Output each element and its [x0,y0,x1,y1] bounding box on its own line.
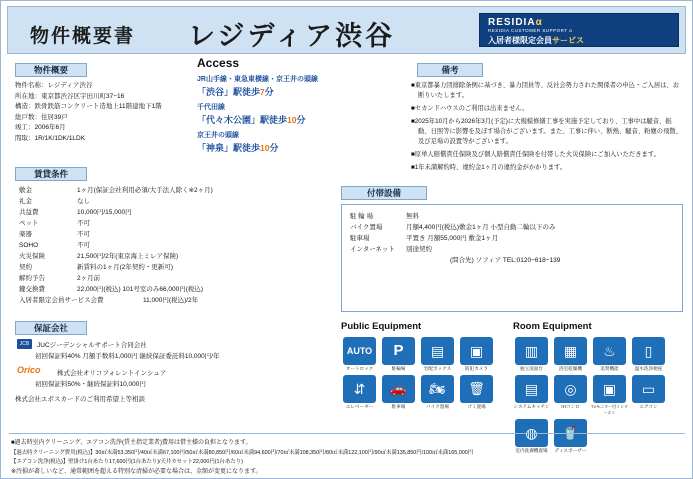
section-label-guarantee: 保証会社 [15,321,87,335]
equipment-item: ▦ 浴室乾燥機 [552,337,589,372]
equipment-item: 🥤 ディスポーザー [552,419,589,454]
aircon-icon: ▭ [632,375,665,403]
property-name-title: レジディア渋谷 [188,21,396,51]
security-camera-icon: ▣ [460,337,493,365]
remark-item: ■原単人賠償責任保険及び個人賠償責任保険を付帯した火災保険にご加入いただきます。 [411,151,660,158]
equipment-item: P 駐輪場 [380,337,417,372]
access-title: Access [197,56,240,70]
trash-area-icon: 🗑 [460,375,493,403]
access-station-row: 「代々木公園」駅徒歩10分 [197,115,306,125]
car-park-icon: 🚗 [382,375,415,403]
rent-conditions-table [15,185,335,306]
logo-brand: RESIDIAα [488,17,543,28]
footer-note: ※汚損が著しいなど、通常範囲を超える特別な清掃が必要な場合は、金額が変更になります。 [11,468,262,475]
access-station-row: 「渋谷」駅徒歩7分 [197,87,274,97]
table-row: バイク置場 月額4,400円(税込)敷金1ヶ月 小型自動二輪以下のみ [350,224,556,231]
orico-logo-icon: Orico [17,365,41,375]
table-row: (問合先) ソフィア TEL:0120−618−139 [450,257,561,264]
table-row: SOHO 不可 [19,242,90,249]
table-row: インターネット 別途契約 [350,246,432,253]
table-row: 入居者限定会員サービス会費 11,000円(税込)/2年 [19,297,199,304]
footer-notes [11,439,683,477]
access-group [197,74,397,100]
section-label-overview: 物件概要 [15,63,87,77]
table-row: 契約 新賃料の1ヶ月(2年契約・更新可) [19,264,174,271]
public-equipment-title: Public Equipment [341,321,422,332]
footer-note: 【過去時クリーニング費用(税込)】30㎡未満53,350円/40㎡未満67,100円/50㎡未満80,850円/60㎡未満94,600円/70㎡未満108,350円/80㎡未満122,100円/90㎡未満135,850円/100㎡未満165,000円 [11,449,474,456]
access-line: JR山手線・東急東横線・京王井の頭線 [197,76,318,83]
equipment-item: ⇵ エレベーター [341,375,378,410]
access-list [197,74,397,158]
equipment-item: ▤ 宅配ボックス [419,337,456,372]
washlet-icon: ▯ [632,337,665,365]
equipment-item: 🏍 バイク置場 [419,375,456,410]
overview-list [15,81,165,144]
guarantee-extra-note: 株式会社エポスカードのご利用希望上等相談 [15,396,145,403]
access-line: 京王井の頭線 [197,132,239,139]
footer-note: 【エアコン洗浄(税込)】壁掛け1台あたり17,600円(1台あたり)/天井カセット22,000円(1台あたり) [11,459,243,465]
remarks-list [411,81,683,176]
equipment-item: ▯ 温水洗浄便座 [630,337,667,372]
overview-row: 竣工：2006年6月 [15,124,66,131]
intercom-icon: ▣ [593,375,626,403]
disposer-icon: 🥤 [554,419,587,447]
reheat-bath-icon: ♨ [593,337,626,365]
access-minutes: 10 [260,143,270,153]
residia-logo [479,13,679,47]
access-minutes: 10 [287,115,297,125]
logo-service-line: 入居者様限定会員サービス [488,36,584,45]
washstand-icon: ▥ [515,337,548,365]
equipment-item: ▣ 防犯カメラ [458,337,495,372]
equipment-item: 🗑 ゴミ置場 [458,375,495,410]
remark-item: ■1年未満解約時、違約金1ヶ月の違約金がかかります。 [411,164,567,171]
overview-row: 構造：鉄骨鉄筋コンクリート造地上11階建地下1階 [15,103,162,110]
equipment-item: ◍ 室内洗濯機置場 [513,419,550,454]
table-row: 敷金 1ヶ月(保証会社利用必須/大手法人除く※2ヶ月) [19,187,213,194]
delivery-box-icon: ▤ [421,337,454,365]
bath-dryer-icon: ▦ [554,337,587,365]
washing-machine-icon: ◍ [515,419,548,447]
equipment-item: ▣ TVモニター付インターホン [591,375,628,416]
document-header [7,6,686,54]
ih-stove-icon: ◎ [554,375,587,403]
equipment-item: ▭ エアコン [630,375,667,416]
guarantee-jcb-name: JUCジーデンシャルサポート合同会社 [37,342,147,349]
public-equipment-grid [341,337,509,413]
footer-note: ■過去時室内クリーニング、エアコン洗浄(賃主指定業者)費用は借主様の負担となります。 [11,440,252,446]
facilities-table [341,204,683,312]
section-label-remarks: 備考 [417,63,483,77]
overview-row: 所在地：東京都渋谷区宇田川町37−16 [15,92,125,100]
table-row: 礼金 なし [19,198,90,205]
parking-icon: P [382,337,415,365]
auto-lock-icon: AUTO [343,337,376,365]
equipment-item: ◎ IHコンロ [552,375,589,416]
section-label-rent-conditions: 賃貸条件 [15,167,87,181]
guarantee-jcb-note: 初回保証料40% 月額手数料1,000円 継続保証委託料10,000円/年 [35,353,220,360]
overview-row: 総戸数：住居39戸 [15,113,68,121]
jcb-logo-icon: JCB [17,339,32,349]
table-row: 火災保険 21,500円/2年(東京海上ミレア保険) [19,253,179,260]
guarantee-block [15,339,345,405]
remark-item: ■2025年10月から2026年3月(予定)に大規模修繕工事を実施予定しており、工事中は騒音、振動、日照等に影響を及ぼす場合がございます。また、工事に伴い、断熱、騒音、粉塵の飛散、及び足場の設置等がございます。 [411,118,682,145]
access-group [197,130,397,156]
table-row: 駐 輪 場 無料 [350,213,419,220]
guarantee-orico-row [15,365,345,379]
guarantee-orico-name: 株式会社オリコフォレントインシュア [57,370,167,377]
equipment-item: ▤ システムキッチン [513,375,550,416]
access-minutes: 7 [260,87,265,97]
remark-item: ■セカンドハウスのご利用は出来ません。 [411,105,529,112]
equipment-item: ♨ 追焚機能 [591,337,628,372]
document-title: 物件概要書 [30,26,136,47]
section-label-facilities: 付帯設備 [341,186,427,200]
overview-row: 物件名称：レジディア渋谷 [15,82,93,89]
equipment-item: AUTO オートロック [341,337,378,372]
guarantee-jcb-row [15,339,345,351]
access-station-row: 「神泉」駅徒歩10分 [197,143,279,153]
equipment-item: ▥ 独立洗面台 [513,337,550,372]
table-row: ペット 不可 [19,220,90,227]
logo-subtitle: RESIDIA CUSTOMER SUPPORT α [488,28,573,33]
remark-item: ■東京都暴力団排除条例に基づき、暴力団員等、反社会勢力された関係者の申込・ご入居は、お断りいたします。 [411,82,680,99]
overview-row: 間取：1R/1K/1DK/1LDK [15,134,86,142]
access-group [197,102,397,128]
guarantee-orico-note: 初回保証料50%・継続保証料10,000円 [35,381,146,388]
table-row: 鍵交換費 22,000円(税込) 101号室のみ66,000円(税込) [19,286,204,293]
footer-divider [9,433,685,434]
access-line: 千代田線 [197,104,225,111]
table-row: 駐車場 平置き 月額55,000円 敷金1ヶ月 [350,235,499,242]
room-equipment-title: Room Equipment [513,321,592,332]
bike-park-icon: 🏍 [421,375,454,403]
equipment-item: 🚗 駐車場 [380,375,417,410]
elevator-icon: ⇵ [343,375,376,403]
system-kitchen-icon: ▤ [515,375,548,403]
table-row: 共益費 10,000円/15,000円 [19,209,132,216]
logo-alpha: α [535,17,543,28]
table-row: 解約予告 2ヶ月前 [19,275,101,282]
table-row: 楽器 不可 [19,231,90,238]
